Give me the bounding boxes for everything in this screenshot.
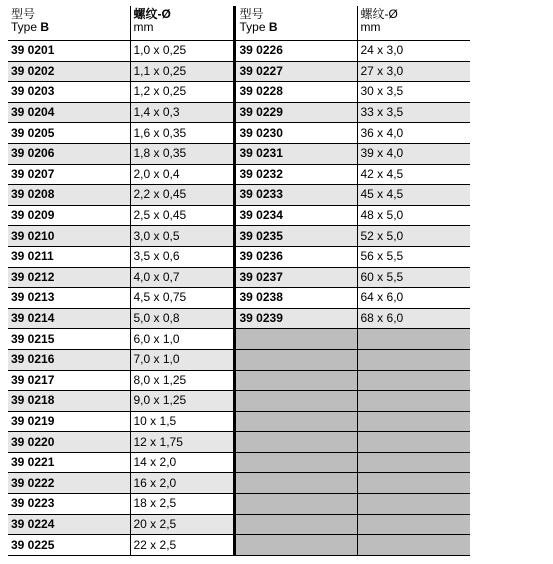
type-number-cell: 39 0228: [234, 82, 357, 103]
thread-size-cell: 24 x 3,0: [357, 41, 470, 62]
type-number-cell: 39 0216: [8, 349, 130, 370]
table-row: [8, 432, 470, 453]
type-number-cell: 39 0239: [234, 308, 357, 329]
thread-size-cell: 1,1 x 0,25: [130, 61, 234, 82]
table-row: [8, 143, 470, 164]
thread-size-cell: 30 x 3,5: [357, 82, 470, 103]
table-row: [8, 535, 470, 556]
table-row: [8, 82, 470, 103]
empty-cell: [234, 514, 357, 535]
thread-size-cell: 1,6 x 0,35: [130, 123, 234, 144]
type-number-cell: 39 0214: [8, 308, 130, 329]
empty-cell: [234, 349, 357, 370]
type-number-cell: 39 0211: [8, 246, 130, 267]
empty-cell: [234, 411, 357, 432]
table-row: [8, 288, 470, 309]
type-number-cell: 39 0227: [234, 61, 357, 82]
header-size-left: [130, 6, 234, 41]
thread-size-cell: 27 x 3,0: [357, 61, 470, 82]
type-number-cell: 39 0208: [8, 185, 130, 206]
thread-size-cell: 2,0 x 0,4: [130, 164, 234, 185]
empty-cell: [234, 452, 357, 473]
type-number-cell: 39 0238: [234, 288, 357, 309]
type-number-cell: 39 0207: [8, 164, 130, 185]
empty-cell: [234, 432, 357, 453]
header-thread-label: 螺纹-Ø: [360, 7, 398, 21]
thread-size-cell: 10 x 1,5: [130, 411, 234, 432]
type-number-cell: 39 0226: [234, 41, 357, 62]
thread-size-cell: 8,0 x 1,25: [130, 370, 234, 391]
empty-cell: [234, 494, 357, 515]
table-row: [8, 452, 470, 473]
type-number-cell: 39 0231: [234, 143, 357, 164]
type-number-cell: 39 0219: [8, 411, 130, 432]
thread-size-cell: 2,2 x 0,45: [130, 185, 234, 206]
header-model-label: 型号: [11, 7, 36, 21]
thread-size-cell: 4,5 x 0,75: [130, 288, 234, 309]
type-number-cell: 39 0213: [8, 288, 130, 309]
empty-cell: [357, 329, 470, 350]
table-row: [8, 370, 470, 391]
thread-size-cell: 3,0 x 0,5: [130, 226, 234, 247]
type-number-cell: 39 0236: [234, 246, 357, 267]
type-number-cell: 39 0215: [8, 329, 130, 350]
type-number-cell: 39 0205: [8, 123, 130, 144]
table-body: [8, 6, 470, 555]
thread-size-cell: 20 x 2,5: [130, 514, 234, 535]
table-row: [8, 267, 470, 288]
thread-size-table: [8, 6, 470, 556]
empty-cell: [357, 370, 470, 391]
type-number-cell: 39 0204: [8, 102, 130, 123]
thread-size-cell: 60 x 5,5: [357, 267, 470, 288]
type-number-cell: 39 0201: [8, 41, 130, 62]
type-number-cell: 39 0217: [8, 370, 130, 391]
type-number-cell: 39 0224: [8, 514, 130, 535]
empty-cell: [357, 473, 470, 494]
type-number-cell: 39 0230: [234, 123, 357, 144]
header-type-left: [8, 6, 130, 41]
table-row: [8, 41, 470, 62]
table-row: [8, 226, 470, 247]
thread-size-cell: 64 x 6,0: [357, 288, 470, 309]
thread-size-cell: 45 x 4,5: [357, 185, 470, 206]
thread-size-cell: 12 x 1,75: [130, 432, 234, 453]
table-row: [8, 308, 470, 329]
table-row: [8, 185, 470, 206]
table-row: [8, 61, 470, 82]
empty-cell: [357, 514, 470, 535]
thread-size-cell: 48 x 5,0: [357, 205, 470, 226]
thread-size-cell: 9,0 x 1,25: [130, 391, 234, 412]
thread-size-cell: 22 x 2,5: [130, 535, 234, 556]
table-row: [8, 391, 470, 412]
header-unit-label: mm: [360, 20, 381, 34]
table-header-row: [8, 6, 470, 41]
table-row: [8, 205, 470, 226]
empty-cell: [357, 349, 470, 370]
header-model-label: 型号: [239, 7, 264, 21]
thread-size-cell: 2,5 x 0,45: [130, 205, 234, 226]
table-row: [8, 349, 470, 370]
type-number-cell: 39 0233: [234, 185, 357, 206]
thread-size-cell: 39 x 4,0: [357, 143, 470, 164]
thread-size-cell: 5,0 x 0,8: [130, 308, 234, 329]
thread-size-cell: 42 x 4,5: [357, 164, 470, 185]
empty-cell: [357, 432, 470, 453]
type-number-cell: 39 0220: [8, 432, 130, 453]
header-type-label: Type B: [239, 20, 278, 34]
type-number-cell: 39 0221: [8, 452, 130, 473]
type-number-cell: 39 0206: [8, 143, 130, 164]
thread-size-cell: 1,8 x 0,35: [130, 143, 234, 164]
table-row: [8, 164, 470, 185]
header-unit-label: mm: [133, 20, 154, 34]
empty-cell: [357, 535, 470, 556]
header-size-right: [357, 6, 470, 41]
type-number-cell: 39 0234: [234, 205, 357, 226]
thread-size-cell: 14 x 2,0: [130, 452, 234, 473]
thread-size-cell: 16 x 2,0: [130, 473, 234, 494]
empty-cell: [357, 411, 470, 432]
empty-cell: [357, 391, 470, 412]
type-number-cell: 39 0232: [234, 164, 357, 185]
thread-size-cell: 7,0 x 1,0: [130, 349, 234, 370]
type-number-cell: 39 0222: [8, 473, 130, 494]
type-number-cell: 39 0209: [8, 205, 130, 226]
type-number-cell: 39 0202: [8, 61, 130, 82]
empty-cell: [234, 370, 357, 391]
type-number-cell: 39 0218: [8, 391, 130, 412]
thread-size-cell: 1,0 x 0,25: [130, 41, 234, 62]
empty-cell: [234, 329, 357, 350]
thread-size-cell: 36 x 4,0: [357, 123, 470, 144]
type-number-cell: 39 0225: [8, 535, 130, 556]
table-row: [8, 123, 470, 144]
type-number-cell: 39 0210: [8, 226, 130, 247]
table-row: [8, 411, 470, 432]
thread-size-cell: 56 x 5,5: [357, 246, 470, 267]
thread-size-cell: 18 x 2,5: [130, 494, 234, 515]
empty-cell: [234, 535, 357, 556]
empty-cell: [357, 494, 470, 515]
table-row: [8, 473, 470, 494]
thread-size-cell: 1,4 x 0,3: [130, 102, 234, 123]
type-number-cell: 39 0223: [8, 494, 130, 515]
table-row: [8, 246, 470, 267]
thread-size-cell: 1,2 x 0,25: [130, 82, 234, 103]
thread-size-cell: 6,0 x 1,0: [130, 329, 234, 350]
table-row: [8, 494, 470, 515]
type-number-cell: 39 0229: [234, 102, 357, 123]
thread-size-cell: 33 x 3,5: [357, 102, 470, 123]
empty-cell: [234, 473, 357, 494]
thread-size-cell: 3,5 x 0,6: [130, 246, 234, 267]
header-type-right: [234, 6, 357, 41]
header-type-label: Type B: [11, 20, 50, 34]
empty-cell: [234, 391, 357, 412]
header-thread-label: 螺纹-Ø: [133, 7, 171, 21]
thread-size-cell: 68 x 6,0: [357, 308, 470, 329]
thread-size-cell: 52 x 5,0: [357, 226, 470, 247]
empty-cell: [357, 452, 470, 473]
type-number-cell: 39 0212: [8, 267, 130, 288]
table-row: [8, 102, 470, 123]
table-row: [8, 514, 470, 535]
thread-size-cell: 4,0 x 0,7: [130, 267, 234, 288]
type-number-cell: 39 0203: [8, 82, 130, 103]
table-row: [8, 329, 470, 350]
type-number-cell: 39 0235: [234, 226, 357, 247]
type-number-cell: 39 0237: [234, 267, 357, 288]
